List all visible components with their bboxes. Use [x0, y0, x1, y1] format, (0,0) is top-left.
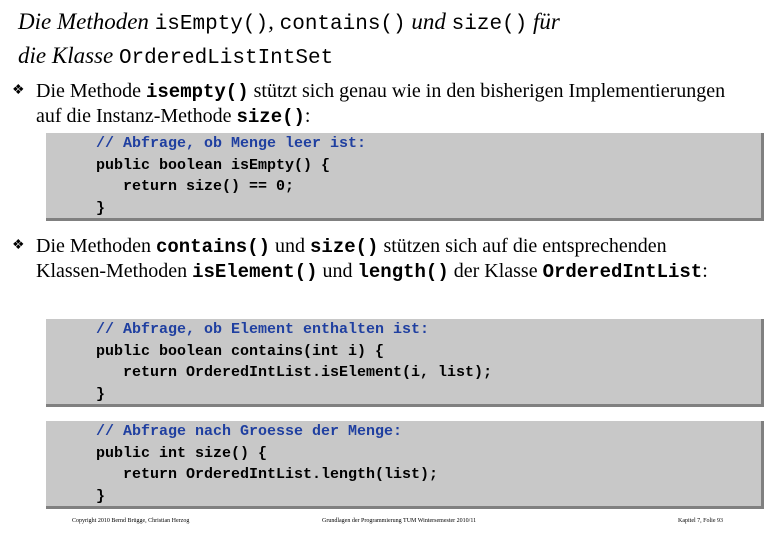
bullet-text: : [304, 105, 311, 127]
bullet-text: Die Methode [36, 80, 146, 102]
bullet-text: der Klasse [448, 260, 543, 282]
bullet-text: Die Methoden [36, 235, 156, 257]
bullet-code: size() [236, 106, 305, 128]
title-text: die Klasse [18, 43, 119, 68]
bullet-text: und [270, 235, 311, 257]
title-text: , [268, 9, 280, 34]
code-line: public boolean contains(int i) { [96, 342, 385, 360]
bullet-text: stützen sich auf die entsprechenden Klassen-Methoden [36, 235, 667, 282]
title-code-class: OrderedListIntSet [118, 47, 334, 70]
bullet-icon: ❖ [12, 238, 25, 253]
code-comment: // Abfrage, ob Menge leer ist: [96, 135, 367, 152]
code-line: } [96, 487, 106, 505]
title-code-contains: contains() [279, 13, 406, 36]
code-line: return size() == 0; [96, 178, 295, 195]
bullet-code: contains() [155, 236, 271, 258]
code-block-isempty [46, 133, 764, 221]
title-text: und [405, 9, 452, 34]
bullet-1 [36, 79, 736, 129]
code-line: return OrderedIntList.length(list); [96, 466, 439, 483]
bullet-text: : [702, 260, 708, 282]
code-comment: // Abfrage nach Groesse der Menge: [96, 423, 403, 440]
code-line: } [96, 385, 106, 403]
bullet-code: OrderedIntList [542, 261, 703, 283]
code-line: public boolean isEmpty() { [96, 156, 331, 174]
title-text: für [527, 9, 560, 34]
bullet-text: und [317, 260, 358, 282]
bullet-2 [36, 234, 736, 284]
bullet-text: stützt sich genau wie in den bisherigen Implementierungen auf die Instanz-Methode [36, 80, 726, 127]
title-text: Die Methoden [18, 9, 155, 34]
bullet-icon: ❖ [12, 83, 25, 98]
code-line: public int size() { [96, 444, 268, 462]
title-code-isempty: isEmpty() [154, 13, 269, 36]
footer-page-number: Kapitel 7, Folie 93 [678, 518, 723, 524]
bullet-code: isElement() [192, 261, 318, 283]
bullet-code: length() [357, 261, 449, 283]
code-line: } [96, 199, 106, 217]
code-block-contains [46, 319, 764, 407]
code-comment: // Abfrage, ob Element enthalten ist: [96, 321, 430, 338]
code-line: return OrderedIntList.isElement(i, list); [96, 364, 493, 381]
bullet-code: isempty() [145, 81, 249, 103]
title-code-size: size() [451, 13, 528, 36]
code-block-size [46, 421, 764, 509]
footer-copyright: Copyright 2010 Bernd Brügge, Christian Herzog [72, 518, 190, 524]
footer-course: Grundlagen der Programmierung TUM Wintersemester 2010/11 [322, 518, 477, 524]
slide-title [18, 6, 768, 74]
bullet-code: size() [310, 236, 379, 258]
